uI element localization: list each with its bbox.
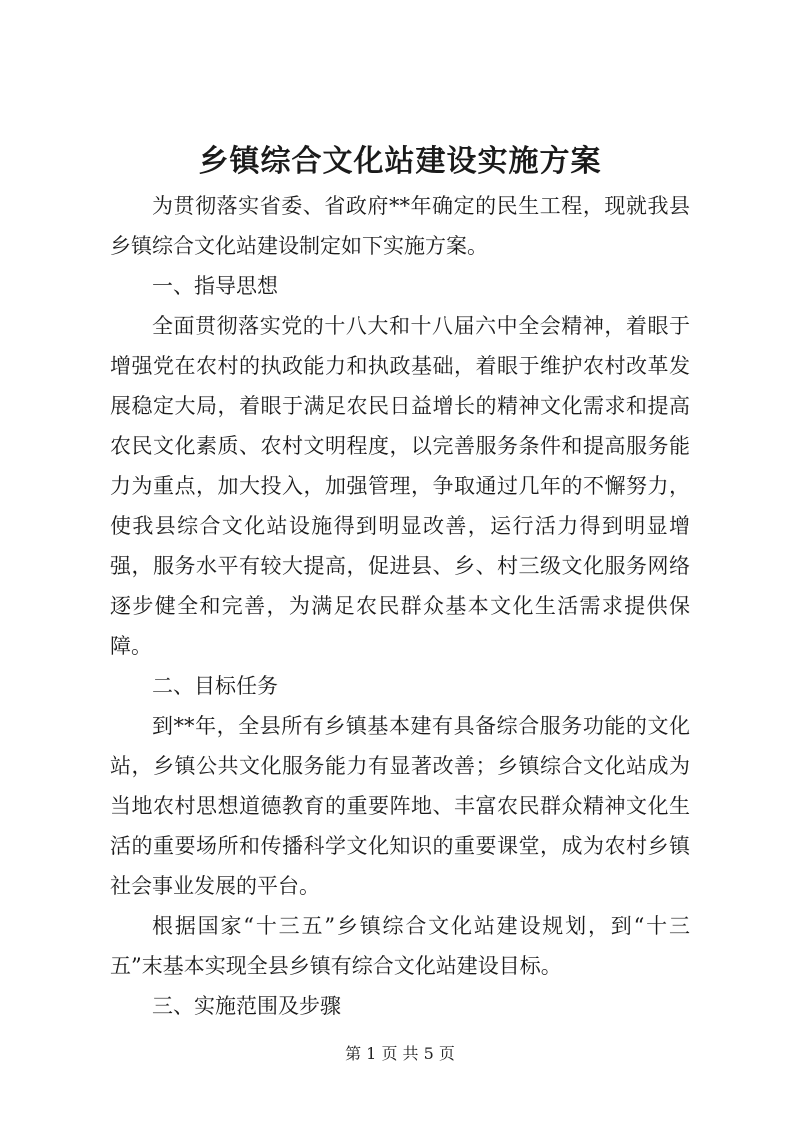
section-heading-guiding-ideology: 一、指导思想 — [152, 274, 278, 298]
section-heading-scope-steps: 三、实施范围及步骤 — [152, 994, 341, 1018]
guiding-ideology-paragraph: 全面贯彻落实党的十八大和十八届六中全会精神，着眼于增强党在农村的执政能力和执政基础，着眼于维护农村改革发展稳定大局，着眼于满足农民日益增长的精神文化需求和提高农民文化素质、农村文明程度，以完善服务条件和提高服务能力为重点，加大投入，加强管理，争取通过几年的不懈努力，使我县综合文化站设施得到明显改善，运行活力得到明显增强，服务水平有较大提高，促进县、乡、村三级文化服务网络逐步健全和完善，为满足农民群众基本文化生活需求提供保障。 — [110, 314, 690, 658]
page-number-footer: 第 1 页 共 5 页 — [345, 1044, 455, 1063]
document-body — [110, 186, 690, 1026]
plan-paragraph: 根据国家“十三五”乡镇综合文化站建设规划，到“十三五”末基本实现全县乡镇有综合文化站建设目标。 — [110, 914, 690, 978]
section-heading-goals-tasks: 二、目标任务 — [152, 674, 278, 698]
intro-paragraph: 为贯彻落实省委、省政府**年确定的民生工程，现就我县乡镇综合文化站建设制定如下实施方案。 — [110, 194, 690, 258]
goals-tasks-paragraph: 到**年，全县所有乡镇基本建有具备综合服务功能的文化站，乡镇公共文化服务能力有显著改善；乡镇综合文化站成为当地农村思想道德教育的重要阵地、丰富农民群众精神文化生活的重要场所和传播科学文化知识的重要课堂，成为农村乡镇社会事业发展的平台。 — [110, 714, 690, 898]
page-title: 乡镇综合文化站建设实施方案 — [198, 144, 602, 179]
